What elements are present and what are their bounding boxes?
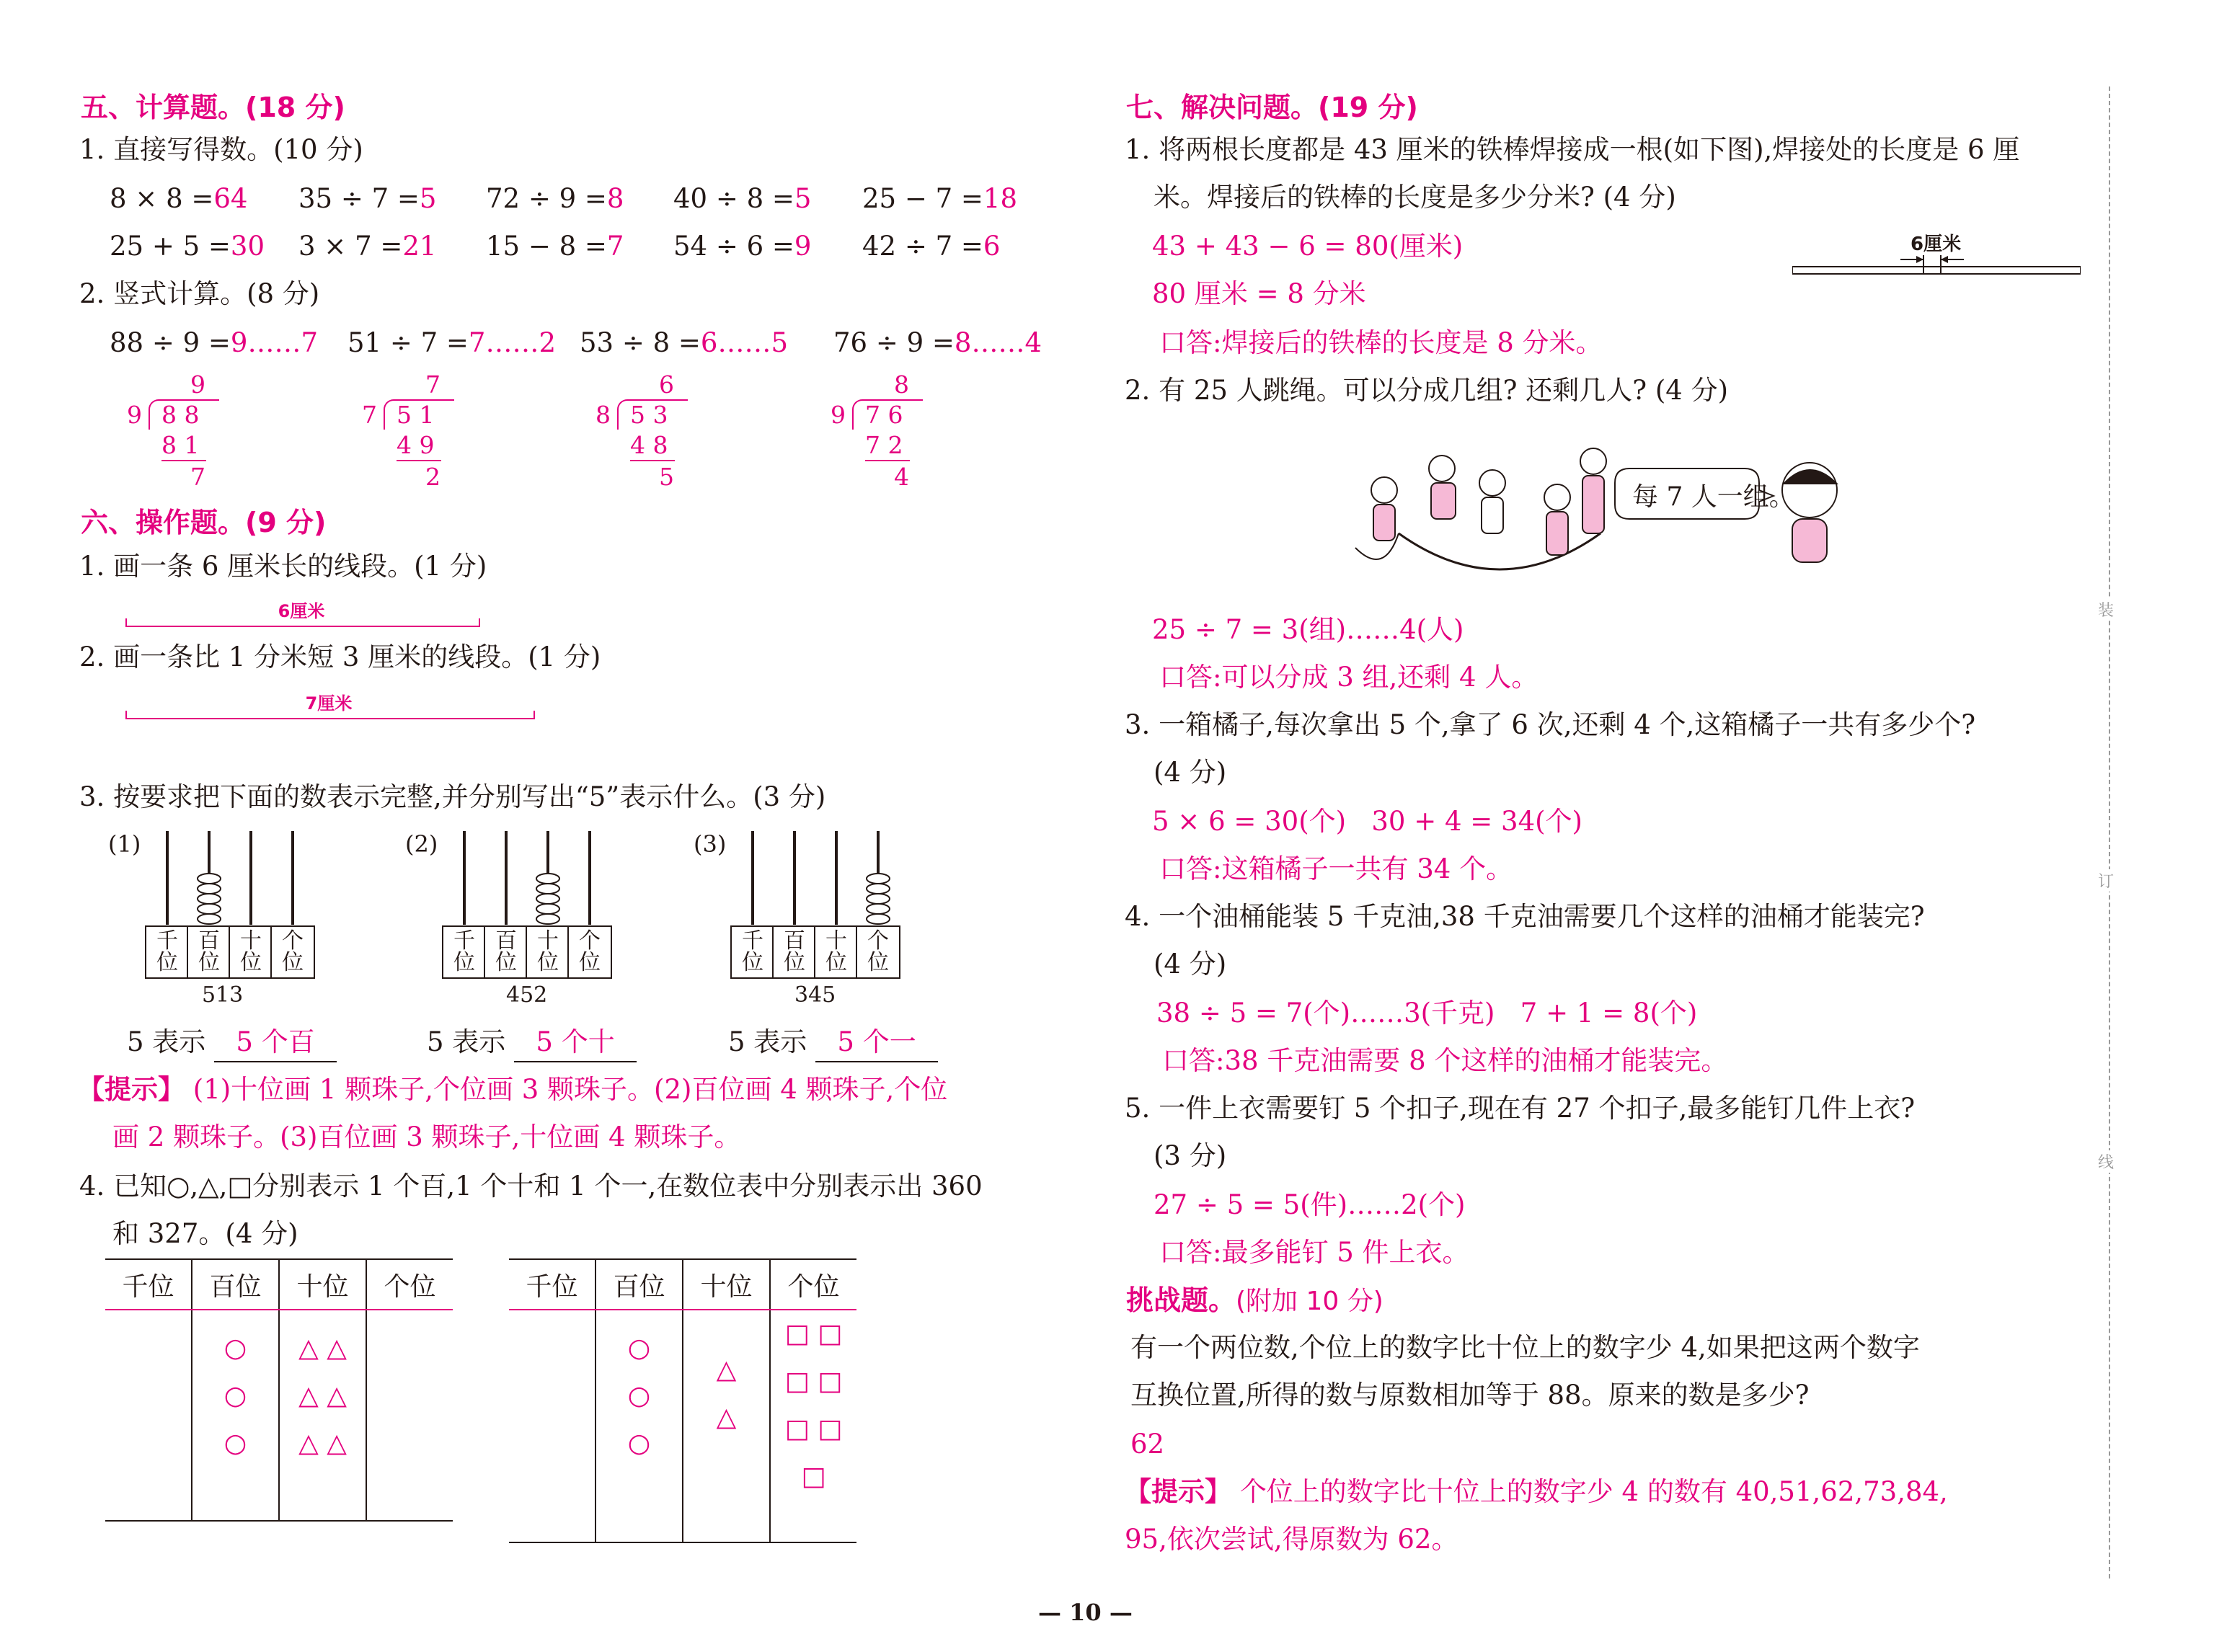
hundreds-cell: ○ ○ ○	[192, 1310, 279, 1521]
abacus-number: 345	[794, 982, 836, 1008]
q1-item: 40 ÷ 8 =5	[673, 183, 812, 214]
op4-line-1: 4. 已知○,△,□分别表示 1 个百,1 个十和 1 个一,在数位表中分别表示出 360	[79, 1171, 983, 1202]
tens-cell: △ △	[683, 1310, 770, 1542]
welded-rod-figure: 6厘米	[1792, 229, 2081, 280]
abacus-col-label: 千 位	[453, 928, 475, 975]
ones-cell: □ □ □ □ □ □ □	[770, 1310, 856, 1542]
abacus-col-label: 十 位	[240, 928, 262, 975]
challenge-answer: 62	[1130, 1429, 1165, 1460]
q1-item: 25 + 5 =30	[110, 231, 265, 262]
p4-line-2: (4 分)	[1154, 949, 1227, 980]
margin-char: 装	[2098, 598, 2114, 621]
p1-line-2: 米。焊接后的铁棒的长度是多少分米? (4 分)	[1154, 182, 1676, 213]
q2-item: 53 ÷ 8 =6……5	[580, 327, 789, 358]
margin-char: 线	[2098, 1150, 2114, 1173]
place-value-table-360	[105, 1258, 453, 1522]
q1-item: 15 − 8 =7	[486, 231, 624, 262]
table-header: 十位	[279, 1259, 366, 1310]
op1-text: 1. 画一条 6 厘米长的线段。(1 分)	[79, 551, 487, 582]
speech-bubble-text: 每 7 人一组。	[1632, 482, 1795, 512]
challenge-line-1: 有一个两位数,个位上的数字比十位上的数字少 4,如果把这两个数字	[1130, 1332, 1920, 1363]
abacus-col-label: 百 位	[495, 928, 517, 975]
q2-title: 2. 竖式计算。(8 分)	[79, 278, 320, 309]
place-value-table-327	[509, 1258, 856, 1543]
section-6-title: 六、操作题。(9 分)	[81, 507, 327, 538]
table-header: 个位	[770, 1259, 856, 1310]
long-division-1: 9 9 8 8 8 1 7	[127, 370, 221, 493]
challenge-line-2: 互换位置,所得的数与原数相加等于 88。原来的数是多少?	[1130, 1380, 1810, 1411]
abacus-col-label: 千 位	[742, 928, 763, 975]
p3-line-2: (4 分)	[1154, 757, 1227, 788]
section-5-title: 五、计算题。(18 分)	[81, 92, 345, 123]
table-header: 千位	[509, 1259, 596, 1310]
section-7-title: 七、解决问题。(19 分)	[1126, 92, 1418, 123]
p4-answer-2: 口答:38 千克油需要 8 个这样的油桶才能装完。	[1162, 1045, 1728, 1076]
p5-answer-2: 口答:最多能钉 5 件上衣。	[1159, 1237, 1469, 1268]
margin-char: 订	[2098, 869, 2114, 892]
binding-line	[2109, 86, 2110, 1578]
abacus-number: 452	[506, 982, 548, 1008]
meaning-of-5-1: 5 表示 5 个百	[127, 1023, 337, 1062]
hint-line-2: 画 2 颗珠子。(3)百位画 3 颗珠子,十位画 4 颗珠子。	[112, 1122, 741, 1153]
q1-item: 25 − 7 =18	[862, 183, 1018, 214]
q2-item: 51 ÷ 7 =7……2	[347, 327, 557, 358]
p4-line-1: 4. 一个油桶能装 5 千克油,38 千克油需要几个这样的油桶才能装完?	[1125, 901, 1925, 932]
q1-item: 72 ÷ 9 =8	[486, 183, 624, 214]
p3-answer-2: 口答:这箱橘子一共有 34 个。	[1159, 853, 1513, 884]
hint-line-1: 【提示】 (1)十位画 1 颗珠子,个位画 3 颗珠子。(2)百位画 4 颗珠子,个位	[78, 1074, 948, 1105]
abacus-col-label: 个 位	[579, 928, 601, 975]
segment-7cm-label: 7厘米	[305, 693, 353, 714]
long-division-2: 7 7 5 1 4 9 2	[362, 370, 456, 493]
q2-item: 76 ÷ 9 =8……4	[833, 327, 1042, 358]
p2-line-1: 2. 有 25 人跳绳。可以分成几组? 还剩几人? (4 分)	[1125, 375, 1729, 406]
abacus-col-label: 十 位	[825, 928, 847, 975]
p5-answer-1: 27 ÷ 5 = 5(件)……2(个)	[1154, 1189, 1466, 1220]
hundreds-cell: ○ ○ ○	[596, 1310, 683, 1542]
abacus-col-label: 个 位	[282, 928, 304, 975]
p1-answer-2: 80 厘米 = 8 分米	[1152, 278, 1366, 309]
meaning-of-5-3: 5 表示 5 个一	[728, 1023, 938, 1062]
table-header: 千位	[105, 1259, 192, 1310]
p1-answer-3: 口答:焊接后的铁棒的长度是 8 分米。	[1159, 327, 1603, 358]
abacus-3: (3) 千 位 百 位 十 位 个 位 345	[694, 825, 910, 1013]
p5-line-1: 5. 一件上衣需要钉 5 个扣子,现在有 27 个扣子,最多能钉几件上衣?	[1125, 1093, 1916, 1124]
long-division-3: 6 8 5 3 4 8 5	[596, 370, 689, 493]
abacus-2: (2) 千 位 百 位 十 位 个 位 452	[405, 825, 621, 1013]
abacus-col-label: 个 位	[867, 928, 889, 975]
op4-line-2: 和 327。(4 分)	[112, 1218, 298, 1249]
q1-item: 8 × 8 =64	[110, 183, 248, 214]
abacus-col-label: 十 位	[537, 928, 559, 975]
segment-6cm-label: 6厘米	[278, 601, 325, 621]
p5-line-2: (3 分)	[1154, 1140, 1227, 1171]
challenge-hint-line-1: 【提示】 个位上的数字比十位上的数字少 4 的数有 40,51,62,73,84,	[1125, 1476, 1948, 1507]
p2-answer-1: 25 ÷ 7 = 3(组)……4(人)	[1152, 614, 1464, 645]
long-division-4: 8 9 7 6 7 2 4	[831, 370, 924, 493]
abacus-number: 513	[202, 982, 244, 1008]
p1-line-1: 1. 将两根长度都是 43 厘米的铁棒焊接成一根(如下图),焊接处的长度是 6 厘	[1125, 134, 2020, 165]
p4-answer-1: 38 ÷ 5 = 7(个)……3(千克) 7 + 1 = 8(个)	[1156, 998, 1698, 1029]
q1-item: 54 ÷ 6 =9	[673, 231, 812, 262]
q1-item: 3 × 7 =21	[298, 231, 437, 262]
meaning-of-5-2: 5 表示 5 个十	[427, 1023, 637, 1062]
abacus-col-label: 百 位	[784, 928, 805, 975]
page-number: — 10 —	[1038, 1599, 1133, 1626]
p3-line-1: 3. 一箱橘子,每次拿出 5 个,拿了 6 次,还剩 4 个,这箱橘子一共有多少个?	[1125, 709, 1976, 740]
q1-item: 35 ÷ 7 =5	[298, 183, 437, 214]
q2-item: 88 ÷ 9 =9……7	[110, 327, 319, 358]
op2-text: 2. 画一条比 1 分米短 3 厘米的线段。(1 分)	[79, 641, 601, 672]
abacus-col-label: 千 位	[156, 928, 178, 975]
op3-text: 3. 按要求把下面的数表示完整,并分别写出“5”表示什么。(3 分)	[79, 781, 826, 812]
ones-cell	[366, 1310, 453, 1521]
table-header: 百位	[596, 1259, 683, 1310]
table-header: 个位	[366, 1259, 453, 1310]
p1-answer-1: 43 + 43 − 6 = 80(厘米)	[1152, 231, 1464, 262]
abacus-1: (1) 千 位 百 位 十 位 个 位 513	[108, 825, 324, 1013]
challenge-title: 挑战题。(附加 10 分)	[1126, 1284, 1383, 1316]
q1-item: 42 ÷ 7 =6	[862, 231, 1001, 262]
p2-answer-2: 口答:可以分成 3 组,还剩 4 人。	[1159, 662, 1538, 693]
p3-answer-1: 5 × 6 = 30(个) 30 + 4 = 34(个)	[1152, 806, 1582, 837]
q1-title: 1. 直接写得数。(10 分)	[79, 134, 363, 165]
tens-cell: △ △ △ △ △ △	[279, 1310, 366, 1521]
abacus-col-label: 百 位	[198, 928, 220, 975]
challenge-hint-line-2: 95,依次尝试,得原数为 62。	[1125, 1524, 1458, 1555]
table-header: 十位	[683, 1259, 770, 1310]
table-header: 百位	[192, 1259, 279, 1310]
